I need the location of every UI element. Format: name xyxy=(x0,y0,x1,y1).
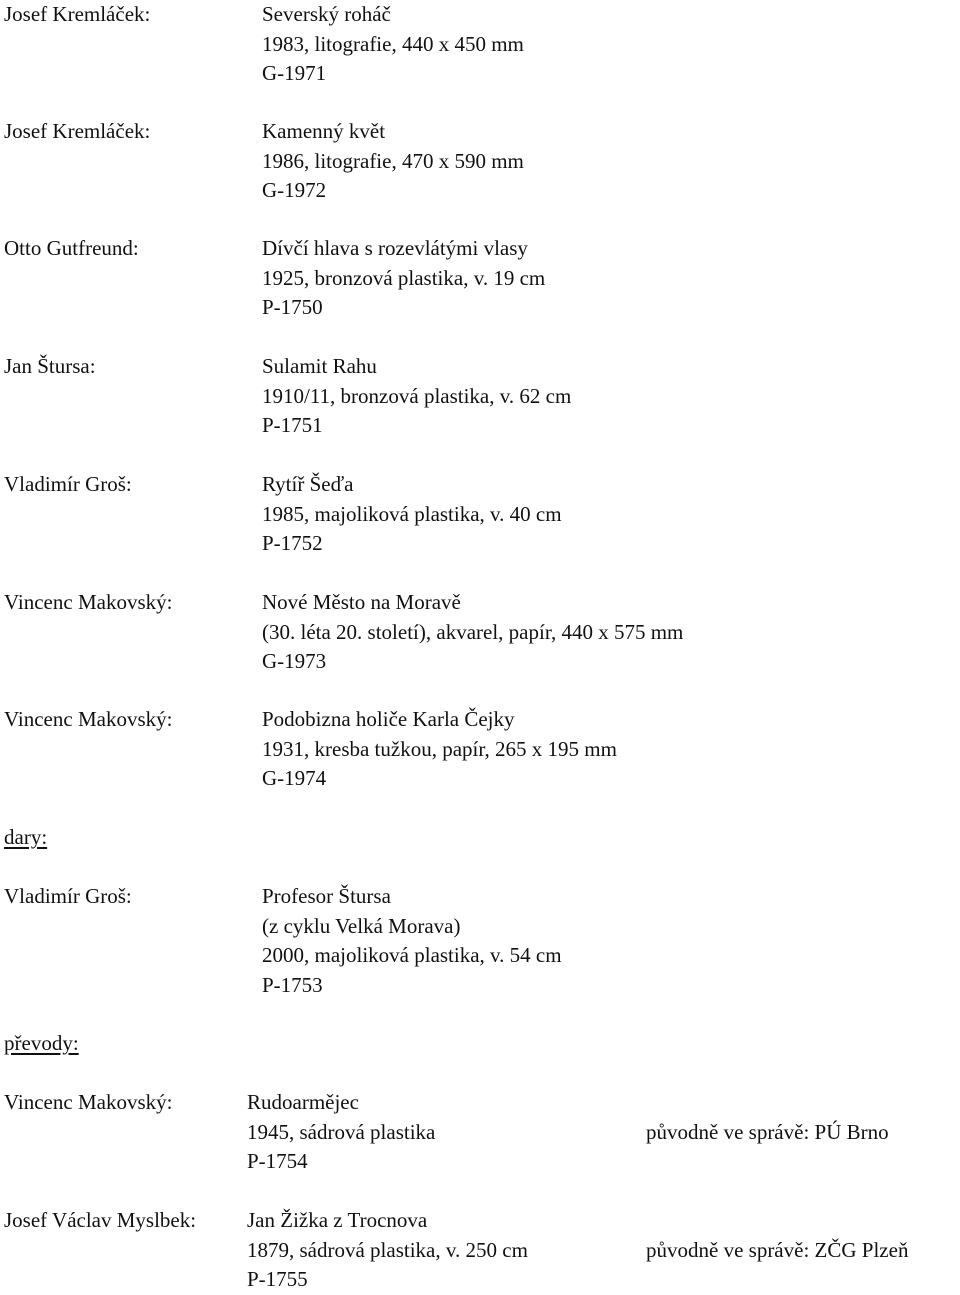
work-description: 1910/11, bronzová plastika, v. 62 cm xyxy=(262,383,572,408)
work-details xyxy=(262,470,562,559)
work-title: Severský roháč xyxy=(262,2,391,26)
author-name: Vincenc Makovský: xyxy=(4,1090,173,1114)
author-name: Josef Kremláček: xyxy=(4,2,151,26)
work-title: Profesor Štursa xyxy=(262,884,391,908)
work-description: 1931, kresba tužkou, papír, 265 x 195 mm xyxy=(262,736,617,761)
previous-administrator-note: původně ve správě: PÚ Brno xyxy=(646,1119,889,1144)
work-details xyxy=(262,117,524,206)
work-details xyxy=(247,1088,435,1177)
inventory-number: P-1753 xyxy=(262,972,323,997)
inventory-number: P-1754 xyxy=(247,1149,308,1173)
inventory-number: G-1971 xyxy=(262,61,327,85)
author-name: Vladimír Groš: xyxy=(4,472,132,496)
work-title: Sulamit Rahu xyxy=(262,354,377,378)
previous-administrator-note: původně ve správě: ZČG Plzeň xyxy=(646,1237,909,1262)
work-description: 1985, majoliková plastika, v. 40 cm xyxy=(262,501,562,526)
work-description: (30. léta 20. století), akvarel, papír, 440 x 575 mm xyxy=(262,619,684,644)
inventory-number: G-1972 xyxy=(262,178,327,202)
work-details xyxy=(247,1206,528,1295)
work-description: 2000, majoliková plastika, v. 54 cm xyxy=(262,943,562,967)
work-description: 1945, sádrová plastika xyxy=(247,1119,436,1144)
work-series: (z cyklu Velká Morava) xyxy=(262,913,461,938)
author-name: Josef Kremláček: xyxy=(4,119,151,143)
inventory-number: P-1755 xyxy=(247,1267,308,1291)
section-heading-gifts: dary: xyxy=(4,825,48,849)
work-details xyxy=(262,234,545,323)
inventory-number: P-1750 xyxy=(262,295,323,319)
section-heading-transfers: převody: xyxy=(4,1031,79,1055)
inventory-number: G-1974 xyxy=(262,766,327,790)
work-details xyxy=(262,882,562,1000)
work-details xyxy=(262,0,524,89)
work-details xyxy=(262,705,617,794)
work-details xyxy=(262,588,683,677)
work-title: Nové Město na Moravě xyxy=(262,590,461,614)
work-title: Podobizna holiče Karla Čejky xyxy=(262,707,515,731)
author-name: Vincenc Makovský: xyxy=(4,707,173,731)
work-description: 1925, bronzová plastika, v. 19 cm xyxy=(262,265,546,290)
author-name: Jan Štursa: xyxy=(4,354,96,378)
work-description: 1986, litografie, 470 x 590 mm xyxy=(262,148,524,173)
inventory-number: P-1751 xyxy=(262,413,323,437)
work-title: Rytíř Šeďa xyxy=(262,472,354,496)
author-name: Otto Gutfreund: xyxy=(4,236,139,260)
work-title: Rudoarmějec xyxy=(247,1090,359,1114)
inventory-number: G-1973 xyxy=(262,649,327,673)
author-name: Vincenc Makovský: xyxy=(4,590,173,614)
author-name: Vladimír Groš: xyxy=(4,884,132,908)
work-title: Dívčí hlava s rozevlátými vlasy xyxy=(262,236,528,260)
work-title: Kamenný květ xyxy=(262,119,386,143)
work-details xyxy=(262,352,571,441)
inventory-number: P-1752 xyxy=(262,531,323,555)
work-description: 1879, sádrová plastika, v. 250 cm xyxy=(247,1237,528,1262)
author-name: Josef Václav Myslbek: xyxy=(4,1208,197,1232)
work-description: 1983, litografie, 440 x 450 mm xyxy=(262,31,524,56)
work-title: Jan Žižka z Trocnova xyxy=(247,1208,428,1232)
